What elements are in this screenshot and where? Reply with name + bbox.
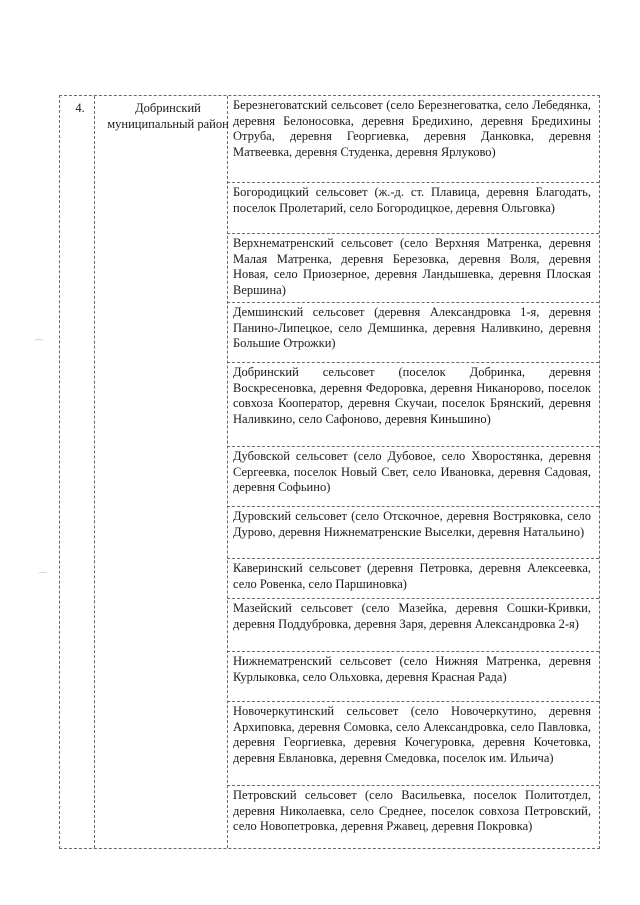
settlement-cell: Демшинский сельсовет (деревня Александровка 1-я, деревня Панино-Липецкое, село Демшинка, деревня Наливкино, деревня Большие Отрожки) [227, 303, 599, 363]
settlement-cell: Новочеркутинский сельсовет (село Новочеркутино, деревня Архиповка, деревня Сомовка, село Александровка, село Павловка, деревня Георгиевка, деревня Кочегуровка, деревня Кочетовка, деревня Евлановка, деревня Смедовка, поселок им. Ильича) [227, 702, 599, 786]
settlements-column [227, 96, 599, 848]
settlement-cell: Дубовской сельсовет (село Дубовое, село Хворостянка, деревня Сергеевка, поселок Новый Свет, село Ивановка, деревня Садовая, деревня Софьино) [227, 447, 599, 507]
column-divider [94, 96, 95, 848]
row-number: 4. [75, 101, 85, 115]
settlement-cell: Петровский сельсовет (село Васильевка, поселок Политотдел, деревня Николаевка, село Среднее, поселок совхоза Петровский, село Новопетровка, деревня Ржавец, деревня Покровка) [233, 788, 591, 833]
settlement-cell: Верхнематренский сельсовет (село Верхняя Матренка, деревня Малая Матренка, деревня Березовка, деревня Воля, деревня Новая, село Приозерное, деревня Ландышевка, деревня Плоская Вершина) [227, 234, 599, 303]
settlement-cell: Каверинский сельсовет (деревня Петровка, деревня Алексеевка, село Ровенка, село Паршиновка) [227, 559, 599, 599]
settlement-cell: Нижнематренский сельсовет (село Нижняя Матренка, деревня Курлыковка, село Ольховка, деревня Красная Рада) [227, 652, 599, 702]
district-name: Добринский муниципальный район [107, 101, 229, 131]
margin-mark: ⌒ [34, 340, 44, 351]
settlement-cell: Дуровский сельсовет (село Отскочное, деревня Востряковка, село Дурово, деревня Нижнематренские Выселки, деревня Натальино) [227, 507, 599, 559]
margin-mark: ⌒ [38, 573, 48, 584]
settlements-table [59, 95, 600, 849]
settlement-cell: Березнеговатский сельсовет (село Березнеговатка, село Лебедянка, деревня Белоносовка, деревня Бредихино, деревня Бредихины Отруба, деревня Георгиевка, деревня Данковка, деревня Матвеевка, деревня Студенка, деревня Ярлуково) [227, 96, 599, 183]
settlement-cell: Мазейский сельсовет (село Мазейка, деревня Сошки-Кривки, деревня Поддубровка, деревня Заря, деревня Александровка 2-я) [227, 599, 599, 652]
settlement-cell: Добринский сельсовет (поселок Добринка, деревня Воскресеновка, деревня Федоровка, деревня Никаноровo, поселок совхоза Кооператор, деревня Скучаи, поселок Брянский, деревня Наливкино, село Сафоново, деревня Киньшино) [227, 363, 599, 447]
settlement-cell: Богородицкий сельсовет (ж.-д. ст. Плавица, деревня Благодать, поселок Пролетарий, село Богородицкое, деревня Ольговка) [227, 183, 599, 234]
